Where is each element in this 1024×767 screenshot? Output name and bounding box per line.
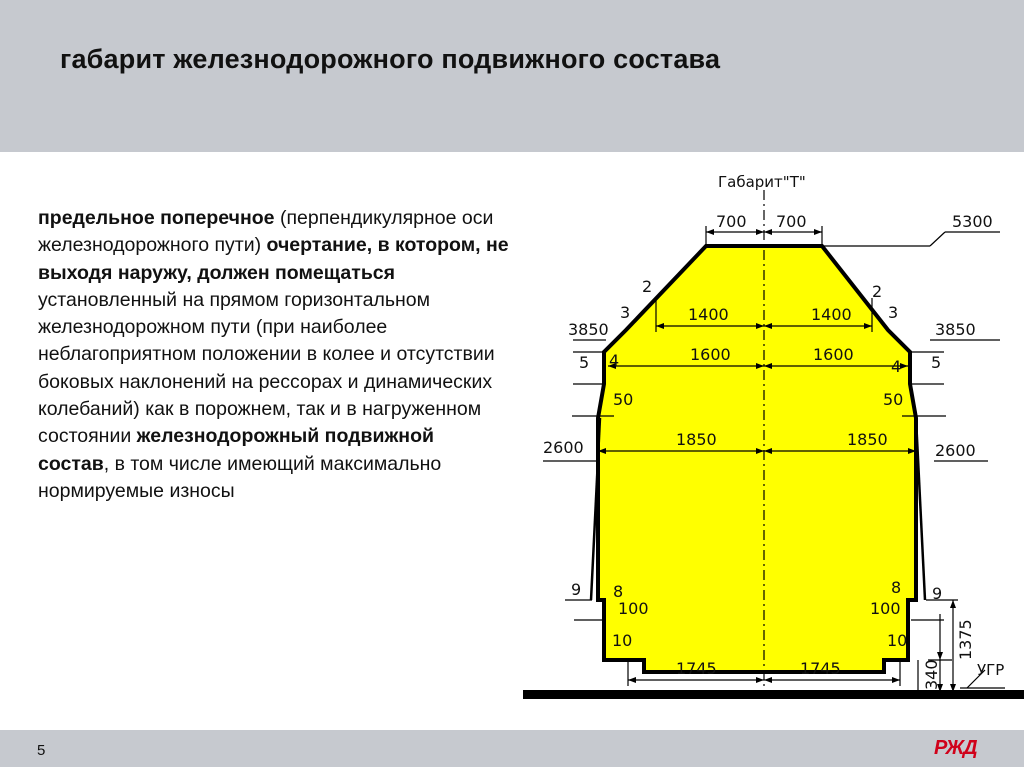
dim-100-right: 100 — [870, 599, 901, 618]
dim-700-left: 700 — [716, 212, 747, 231]
page-title: габарит железнодорожного подвижного состава — [60, 44, 721, 74]
dim-5300: 5300 — [952, 212, 993, 231]
ground-label: УГР — [977, 661, 1005, 679]
dim-3850-right: 3850 — [935, 320, 976, 339]
dim-50-left: 50 — [613, 390, 634, 409]
dim-700-right: 700 — [776, 212, 807, 231]
text-run: очертание, в котором, не выходя наружу, должен помещаться — [38, 234, 509, 284]
dim-1400-left: 1400 — [688, 305, 729, 324]
point-9-right: 9 — [932, 584, 943, 603]
dim-1745-left: 1745 — [676, 659, 717, 678]
point-4-left: 4 — [609, 351, 620, 370]
dim-100-left: 100 — [618, 599, 649, 618]
point-3-left: 3 — [620, 303, 631, 322]
text-run: железнодорожный подвижной состав — [38, 425, 434, 475]
text-run: (перпендикулярное оси железнодорожного пути) — [38, 207, 494, 257]
point-8-left: 8 — [613, 582, 624, 601]
point-9-left: 9 — [571, 580, 582, 599]
point-8-right: 8 — [891, 578, 902, 597]
dim-1375: 1375 — [956, 619, 975, 660]
point-5-left: 5 — [579, 353, 590, 372]
point-2-right: 2 — [872, 282, 883, 301]
text-run: , в том числе имеющий максимально нормируемые износы — [38, 452, 442, 502]
dim-2600-left: 2600 — [543, 438, 584, 457]
diagram-caption: Габарит"Т" — [718, 173, 806, 191]
dim-2600-right: 2600 — [935, 441, 976, 460]
point-10-right: 10 — [887, 631, 908, 650]
footer-band — [0, 730, 1024, 767]
dim-3850-left: 3850 — [568, 320, 609, 339]
dim-340: 340 — [922, 659, 941, 690]
dim-1850-left: 1850 — [676, 430, 717, 449]
point-3-right: 3 — [888, 303, 899, 322]
point-2-left: 2 — [642, 277, 653, 296]
rzd-logo: РЖД — [934, 737, 977, 759]
dim-1850-right: 1850 — [847, 430, 888, 449]
page-number: 5 — [37, 742, 46, 759]
text-run: установленный на прямом горизонтальном железнодорожном пути (при наиболее неблагоприятном положении в колее и отсутствии боковых наклонений на рессорах и динамических колебаний) как в порожнем, так и в нагруженном состоянии — [38, 288, 495, 448]
dim-1600-right: 1600 — [813, 345, 854, 364]
dim-1400-right: 1400 — [811, 305, 852, 324]
dim-50-right: 50 — [883, 390, 904, 409]
point-5-right: 5 — [931, 353, 942, 372]
text-run: предельное поперечное — [38, 207, 275, 229]
dim-1745-right: 1745 — [800, 659, 841, 678]
point-4-right: 4 — [891, 357, 902, 376]
ground-rail — [523, 690, 1024, 699]
point-10-left: 10 — [612, 631, 633, 650]
dim-1600-left: 1600 — [690, 345, 731, 364]
